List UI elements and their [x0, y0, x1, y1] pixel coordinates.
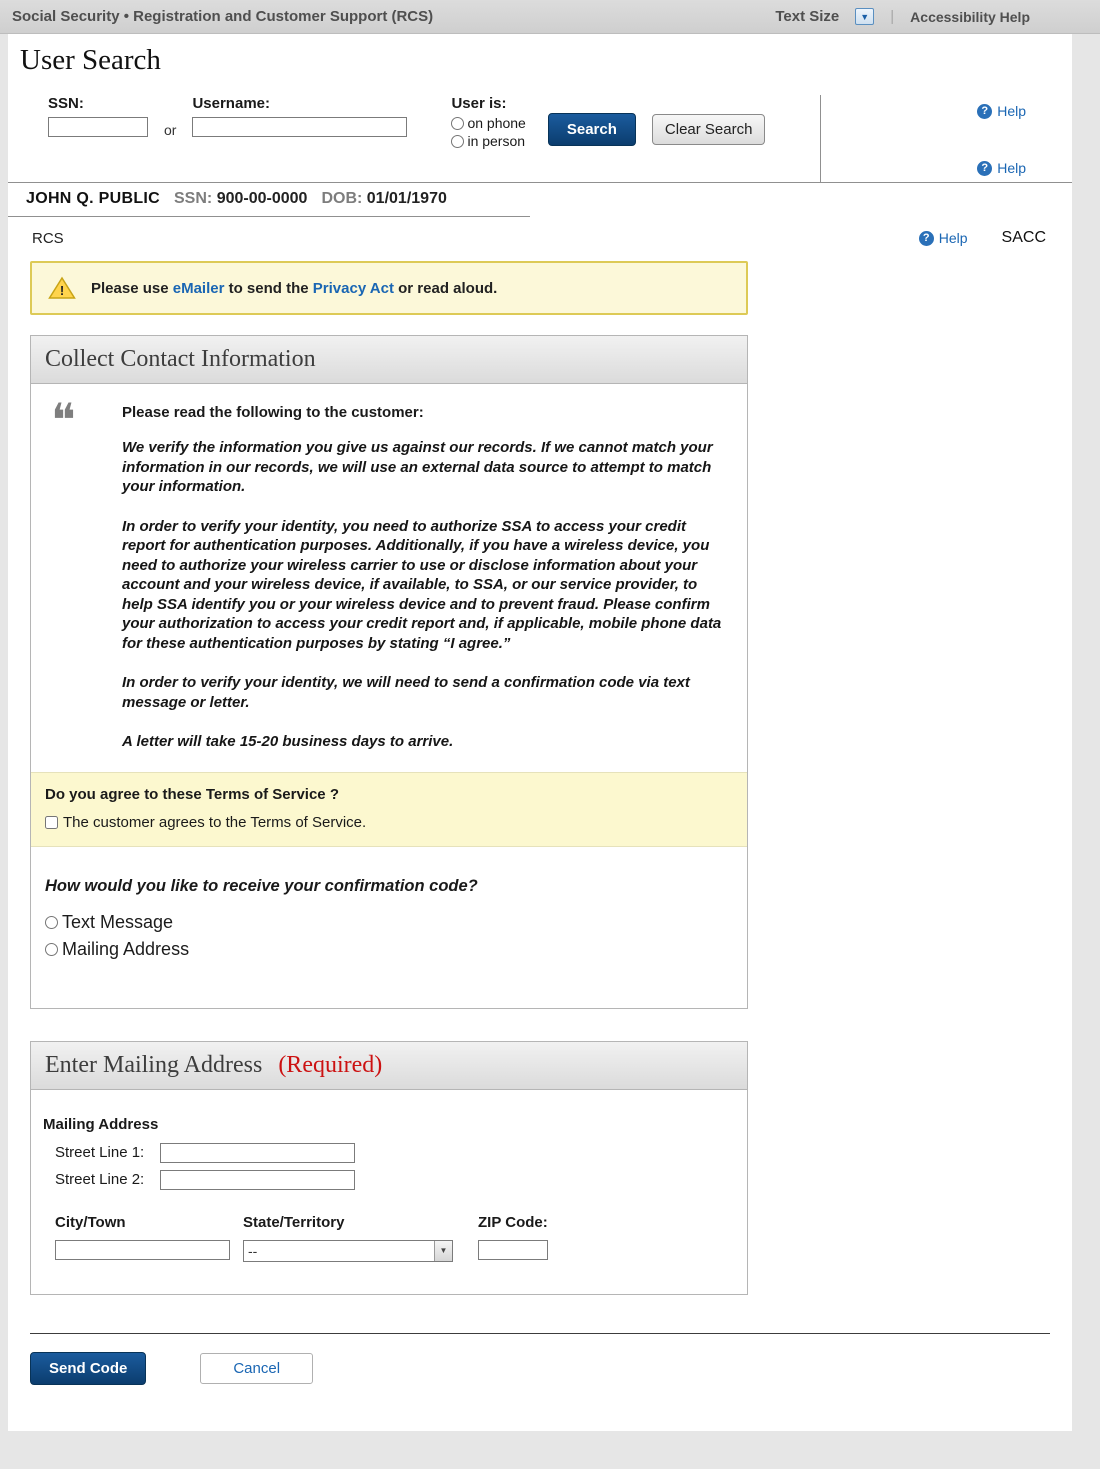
on-phone-radio[interactable]	[451, 117, 464, 130]
user-ssn	[174, 190, 307, 208]
search-help-link[interactable]	[977, 103, 1026, 119]
mailing-address-option[interactable]	[45, 939, 733, 960]
readout-paragraph: We verify the information you give us against our records. If we cannot match your information in our records, we will use an external data source to attempt to match your information.	[122, 439, 713, 495]
mailing-address-header	[31, 1042, 747, 1090]
banner-text-2: to send the	[228, 279, 309, 297]
footer-divider	[30, 1333, 1050, 1334]
send-code-button[interactable]: Send Code	[30, 1352, 146, 1385]
city-input[interactable]	[55, 1240, 230, 1260]
street1-label: Street Line 1:	[55, 1144, 145, 1161]
quote-icon: ❝	[51, 395, 76, 446]
street2-input[interactable]	[160, 1170, 355, 1190]
user-dob	[321, 190, 446, 208]
search-button[interactable]: Search	[548, 113, 636, 146]
required-flag: (Required)	[278, 1051, 383, 1078]
mailing-address-label: Mailing Address	[43, 1115, 159, 1133]
help-link-label: Help	[938, 230, 968, 246]
help-icon: ?	[919, 231, 934, 246]
page-container	[8, 34, 1072, 1431]
mailing-address-label: Mailing Address	[62, 938, 190, 959]
mailing-address-radio[interactable]	[45, 943, 58, 956]
select-dropdown-button[interactable]	[434, 1241, 452, 1261]
ssn-caption: SSN:	[174, 190, 213, 207]
text-message-label: Text Message	[62, 911, 174, 932]
accessibility-help-link[interactable]: Accessibility Help	[910, 8, 1030, 25]
user-search-section	[8, 83, 1072, 183]
customer-readout	[31, 384, 747, 752]
help-icon: ?	[977, 104, 992, 119]
street1-row	[55, 1143, 733, 1163]
ssn-label: SSN:	[48, 95, 84, 112]
tab-rcs[interactable]: RCS	[32, 229, 64, 247]
banner-text	[91, 280, 497, 297]
clear-search-button[interactable]: Clear Search	[652, 114, 766, 145]
street2-label: Street Line 2:	[55, 1171, 145, 1188]
warning-exclamation: !	[59, 283, 65, 298]
tos-agree-label: The customer agrees to the Terms of Service.	[63, 813, 367, 831]
collect-contact-panel	[30, 335, 748, 1009]
or-label: or	[164, 122, 177, 138]
tos-agree-row[interactable]	[45, 814, 733, 831]
user-name: JOHN Q. PUBLIC	[26, 190, 160, 207]
text-size-label: Text Size	[775, 8, 840, 25]
terms-of-service-section	[31, 772, 747, 847]
privacy-act-link[interactable]: Privacy Act	[312, 279, 394, 297]
radio-on-phone[interactable]	[451, 114, 525, 132]
app-title: Social Security • Registration and Customer Support (RCS)	[12, 8, 434, 25]
confirmation-method-section	[31, 847, 747, 1008]
zip-label: ZIP Code:	[478, 1213, 548, 1231]
username-input[interactable]	[192, 117, 407, 137]
help-link-label: Help	[997, 160, 1026, 176]
readout-paragraph: In order to verify your identity, we will need to send a confirmation code via text message or letter.	[122, 674, 690, 711]
collect-contact-header: Collect Contact Information	[31, 336, 747, 384]
footer-actions	[30, 1352, 1072, 1385]
chevron-down-icon: ▼	[439, 1246, 448, 1255]
subnav-row	[8, 217, 1072, 247]
warning-icon	[48, 276, 76, 300]
city-label: City/Town	[55, 1213, 126, 1231]
username-field-group	[192, 95, 407, 137]
on-phone-label: on phone	[467, 115, 526, 131]
help-link-label: Help	[997, 103, 1026, 119]
banner-text-3: or read aloud.	[398, 279, 498, 297]
page-title: User Search	[20, 44, 161, 76]
mailing-address-form	[31, 1090, 747, 1294]
sacc-link[interactable]: SACC	[1001, 229, 1046, 246]
text-size-dropdown[interactable]	[855, 8, 874, 25]
in-person-radio[interactable]	[451, 135, 464, 148]
tos-question: Do you agree to these Terms of Service ?	[45, 785, 339, 803]
zip-input[interactable]	[478, 1240, 548, 1260]
state-select[interactable]	[243, 1240, 453, 1262]
topbar-divider: |	[890, 8, 895, 25]
radio-in-person[interactable]	[451, 132, 525, 150]
city-state-zip-row	[55, 1214, 733, 1262]
text-message-option[interactable]	[45, 912, 733, 933]
results-help-link[interactable]	[977, 160, 1026, 176]
in-person-label: in person	[467, 133, 526, 149]
user-is-group	[451, 95, 525, 150]
readout-paragraph: In order to verify your identity, you need to authorize SSA to access your credit report for authentication purposes. Additionally, if you have a wireless device, you need to authorize your wireless carrier to use or disclose information about your account and your wireless device, if available, to SSA, or our service provider, to help SSA identify you or your wireless device and to prevent fraud. Please confirm your authorization to access your credit report and, if applicable, mobile phone data for these authentication purposes by stating “I agree.”	[122, 517, 722, 652]
search-help-column	[820, 95, 1072, 182]
banner-text-1: Please use	[91, 279, 169, 297]
user-is-label: User is:	[451, 95, 507, 112]
help-icon: ?	[977, 161, 992, 176]
section-help-link[interactable]	[919, 230, 968, 246]
ssn-input[interactable]	[48, 117, 148, 137]
mailing-address-panel	[30, 1041, 748, 1295]
text-message-radio[interactable]	[45, 916, 58, 929]
mailing-address-title: Enter Mailing Address	[45, 1051, 263, 1078]
ssn-value: 900-00-0000	[216, 190, 308, 207]
selected-user-row	[8, 183, 530, 217]
username-label: Username:	[192, 95, 270, 112]
ssn-field-group	[48, 95, 148, 137]
privacy-act-banner	[30, 261, 748, 315]
dob-caption: DOB:	[321, 190, 363, 207]
state-label: State/Territory	[243, 1213, 345, 1231]
readout-paragraph: A letter will take 15-20 business days to arrive.	[122, 733, 454, 750]
app-header	[0, 0, 1100, 34]
tos-agree-checkbox[interactable]	[45, 816, 58, 829]
chevron-down-icon: ▼	[860, 11, 870, 22]
state-selected-value: --	[248, 1242, 258, 1259]
dob-value: 01/01/1970	[366, 190, 447, 207]
street2-row	[55, 1170, 733, 1190]
cancel-button[interactable]: Cancel	[200, 1353, 313, 1384]
emailer-link[interactable]: eMailer	[172, 279, 225, 297]
readout-instruction: Please read the following to the customer:	[122, 404, 424, 421]
confirmation-question: How would you like to receive your confirmation code?	[45, 876, 478, 895]
street1-input[interactable]	[160, 1143, 355, 1163]
